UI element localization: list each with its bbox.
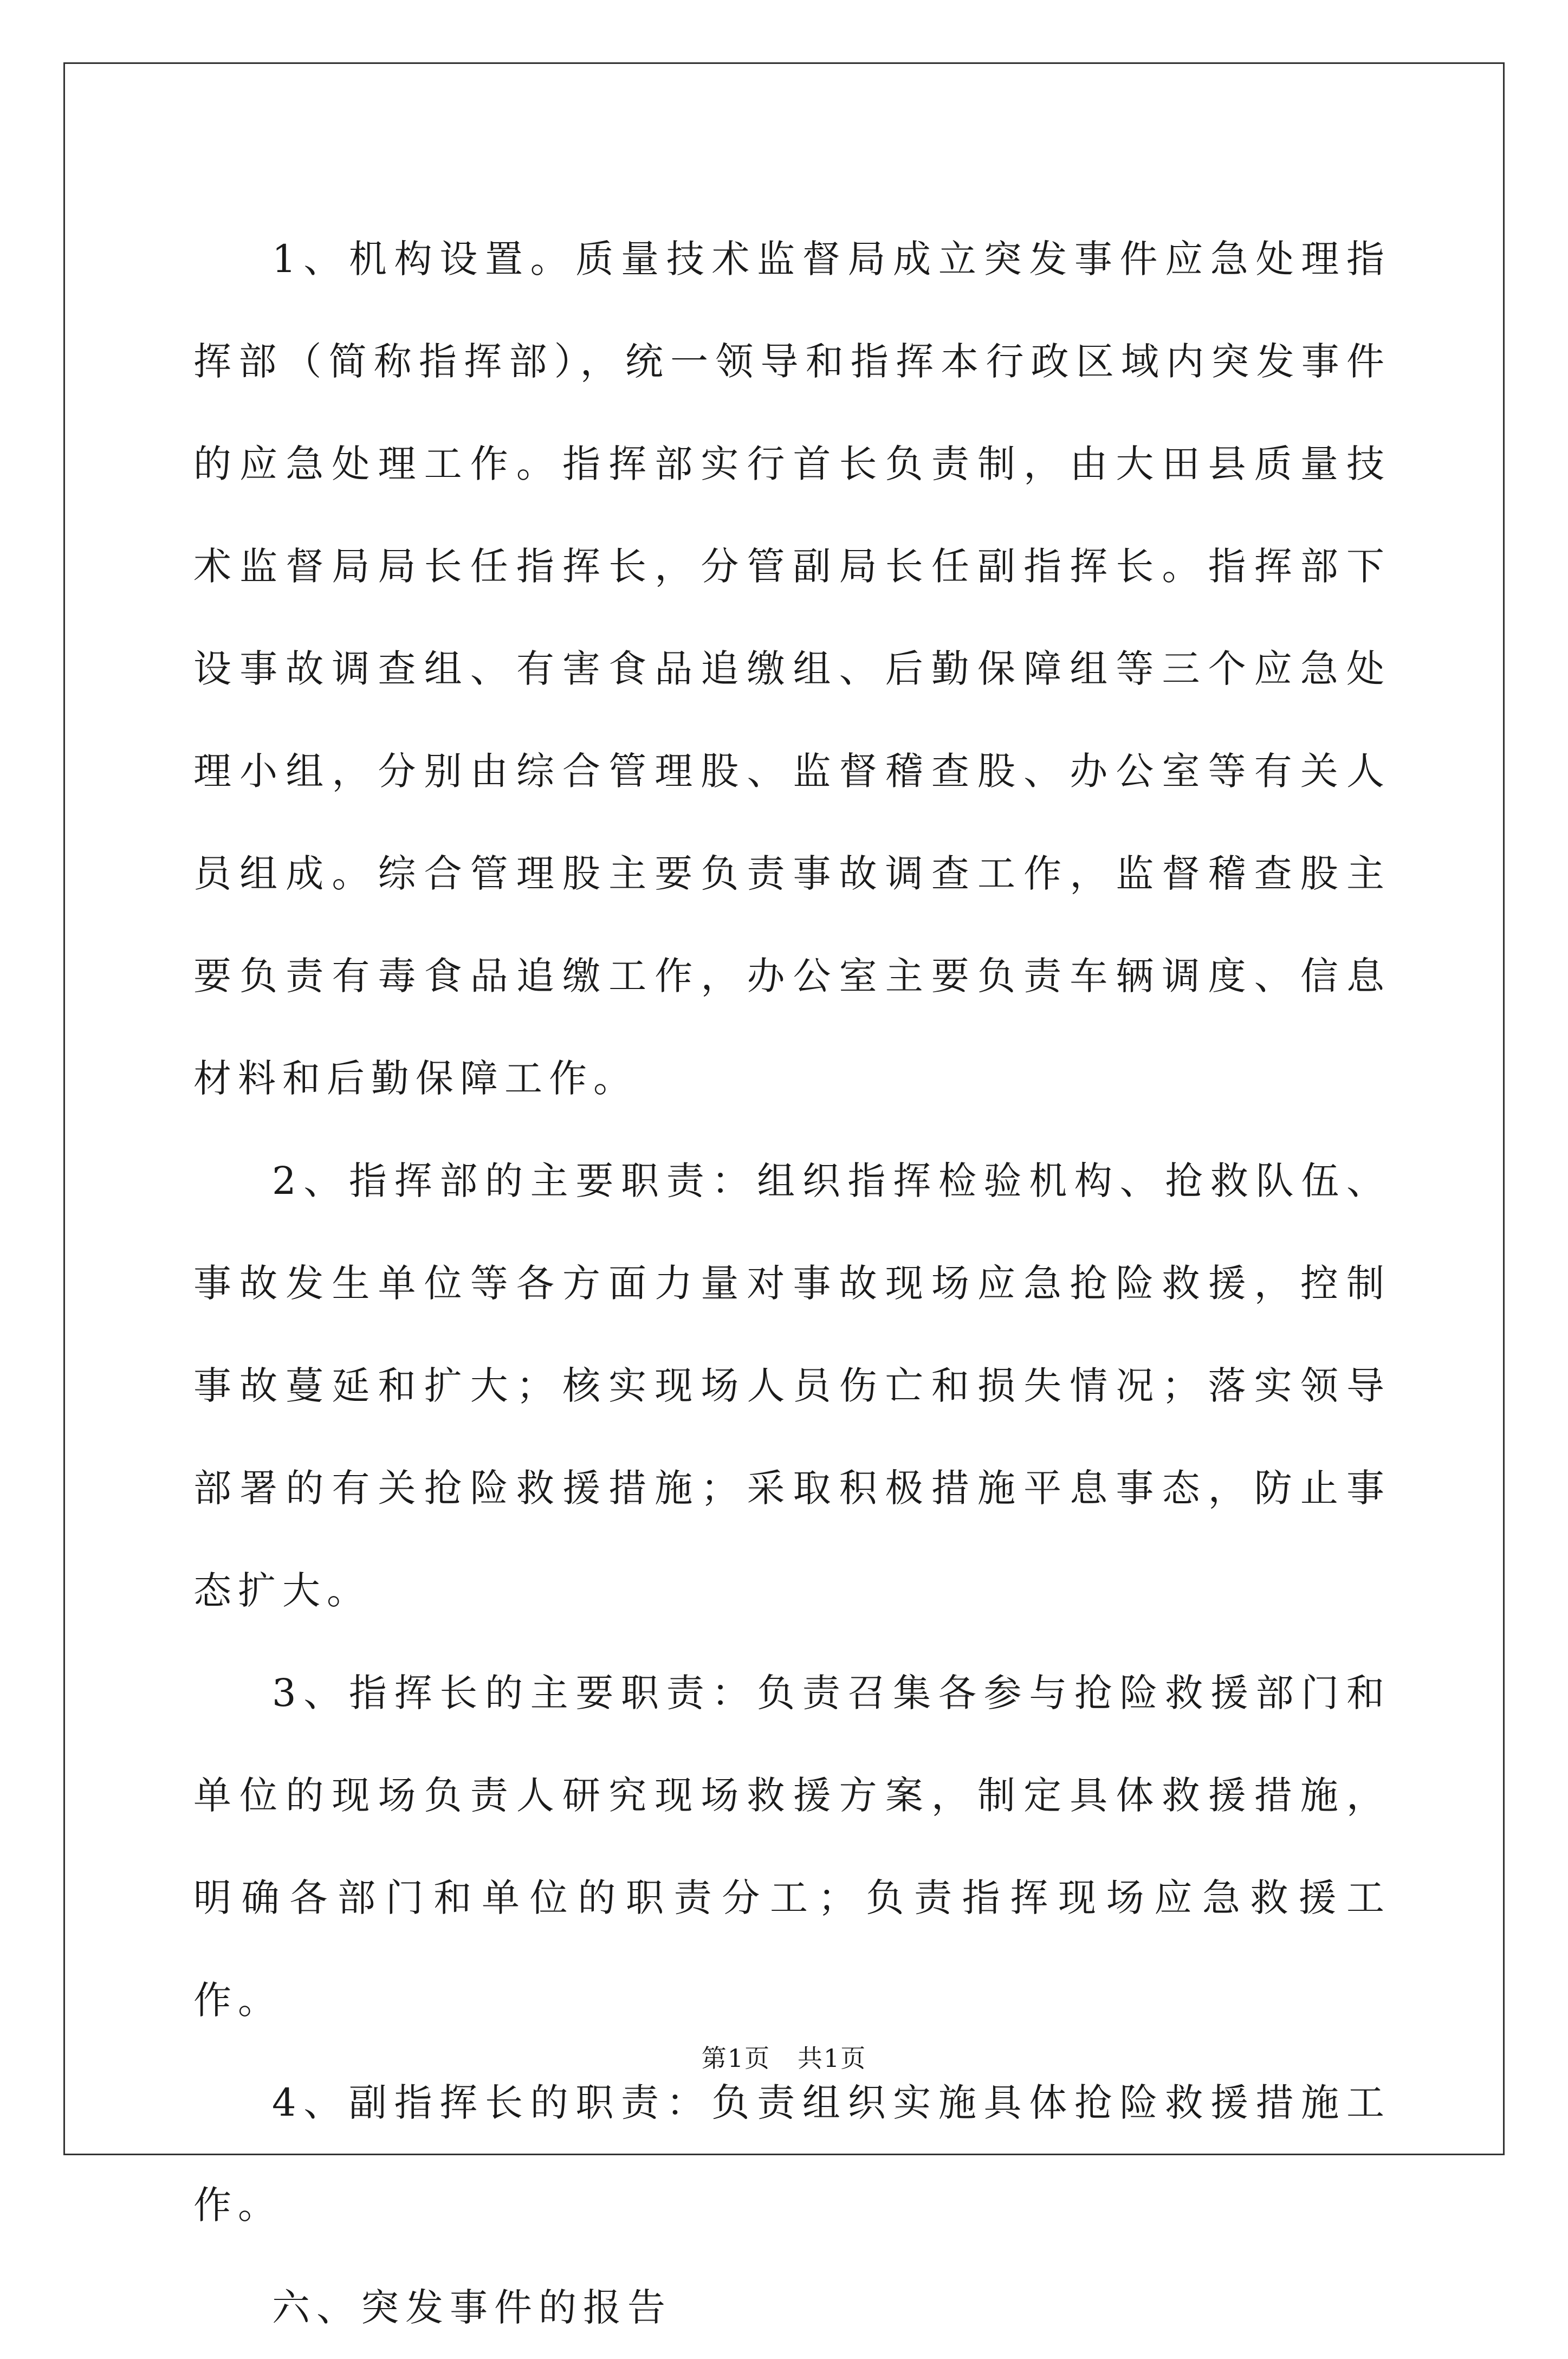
document-body [193, 208, 1391, 2359]
paragraph-command-duties: 2、指挥部的主要职责：组织指挥检验机构、抢救队伍、事故发生单位等各方面力量对事故现场应急抢险救援，控制事故蔓延和扩大；核实现场人员伤亡和损失情况；落实领导部署的有关抢险救援措施；采取积极措施平息事态，防止事态扩大。 [193, 1159, 1391, 1613]
page-footer: 第1页 共1页 [701, 2044, 867, 2073]
paragraph-deputy-duties: 4、副指挥长的职责：负责组织实施具体抢险救援措施工作。 [193, 2080, 1391, 2227]
section-heading: 六、突发事件的报告 [272, 2285, 672, 2330]
paragraph-org-setup: 1、机构设置。质量技术监督局成立突发事件应急处理指挥部（简称指挥部），统一领导和指挥本行政区域内突发事件的应急处理工作。指挥部实行首长负责制，由大田县质量技术监督局局长任指挥长，分管副局长任副指挥长。指挥部下设事故调查组、有害食品追缴组、后勤保障组等三个应急处理小组，分别由综合管理股、监督稽查股、办公室等有关人员组成。综合管理股主要负责事故调查工作，监督稽查股主要负责有毒食品追缴工作，办公室主要负责车辆调度、信息材料和后勤保障工作。 [193, 237, 1391, 1101]
paragraph-commander-duties: 3、指挥长的主要职责：负责召集各参与抢险救援部门和单位的现场负责人研究现场救援方案，制定具体救援措施，明确各部门和单位的职责分工；负责指挥现场应急救援工作。 [193, 1671, 1391, 2022]
